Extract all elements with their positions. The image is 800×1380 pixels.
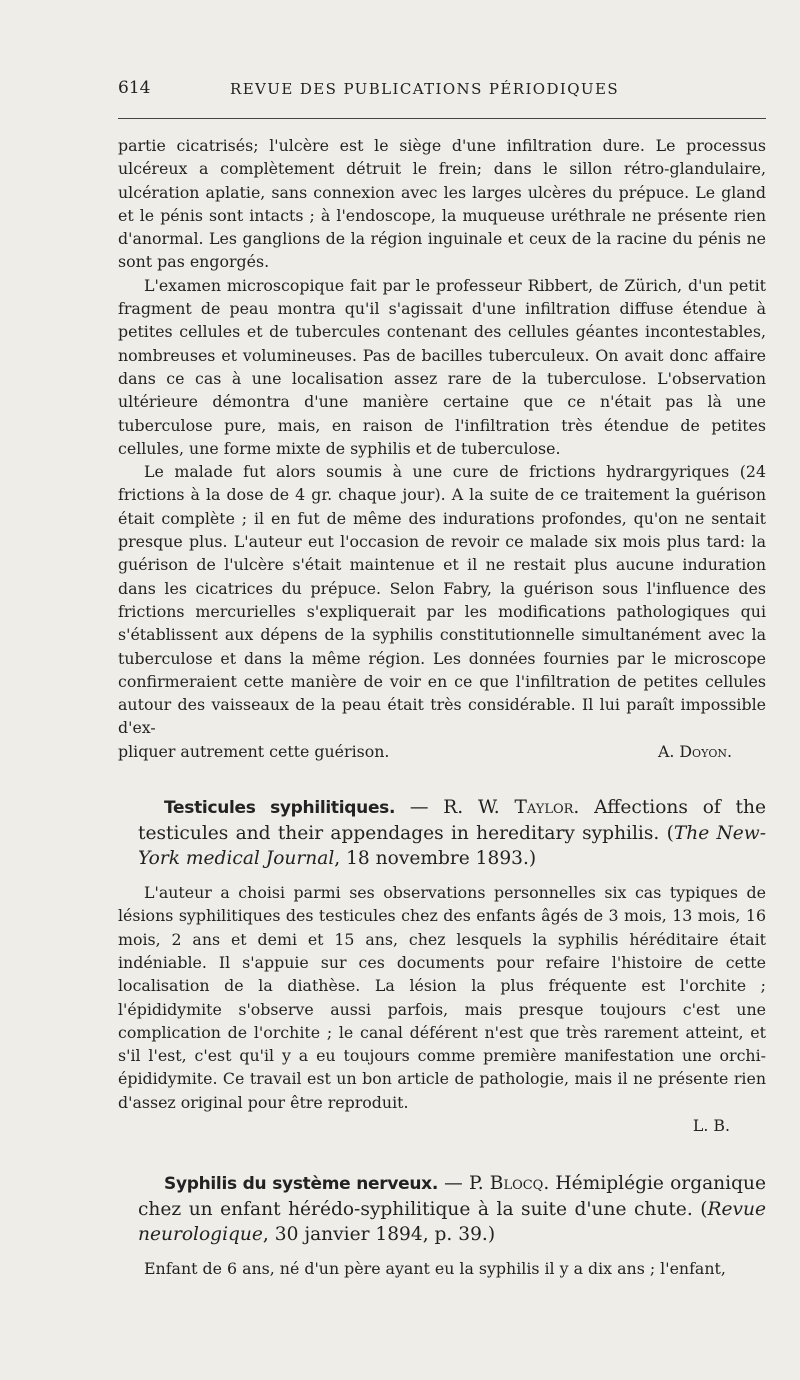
article1-paragraph-2: L'examen microscopique fait par le professeur Ribbert, de Zürich, d'un petit fragment de peau montra qu'il s'agissait d'une infiltration diffuse étendue à petites cellules et de tubercules contenant des cellules géantes incontestables, nombreuses et volumineuses. Pas de bacilles tuberculeux. On avait donc affaire dans ce cas à une localisation assez rare de la tuberculose. L'observation ultérieure démontra d'une manière certaine que ce n'était pas là une tuberculose pure, mais, en raison de l'infiltration très étendue de petites cellules, une forme mixte de syphilis et de tuberculose. [118, 275, 766, 458]
article3-paragraph-1: Enfant de 6 ans, né d'un père ayant eu la syphilis il y a dix ans ; l'enfant, [144, 1259, 726, 1279]
article2-date: , 18 novembre 1893.) [334, 848, 537, 870]
article1-paragraph-3: Le malade fut alors soumis à une cure de frictions hydrargyriques (24 frictions à la dose de 4 gr. chaque jour). A la suite de ce traitement la guérison était complète ; il en fut de même des indurations profondes, qu'on ne sentait presque plus. L'auteur eut l'occasion de revoir ce malade six mois plus tard: la guérison de l'ulcère s'était maintenue et il ne restait plus aucune induration dans les cicatrices du prépuce. Selon Fabry, la guérison sous l'influence des frictions mercurielles s'expliquerait par les modifications pathologiques qui s'établissent aux dépens de la syphilis constitutionnelle simultanément avec la tuberculose et dans la même région. Les données fournies par le microscope confirmeraient cette manière de voir en ce que l'infiltration de petites cellules autour des vaisseaux de la peau était très considérable. Il lui paraît impossible d'ex- [118, 462, 766, 738]
article2-title: Testicules syphilitiques. [164, 798, 396, 819]
article2-journal: The New-York medical Journal [138, 823, 767, 870]
article3-title: Syphilis du système nerveux. [164, 1174, 438, 1195]
body-text [118, 134, 766, 1281]
article3-author: Blocq [489, 1173, 544, 1195]
article2-author-prefix: — R. W. [395, 797, 515, 819]
article3-reference: . Hémiplégie organique chez un enfant hérédo-syphilitique à la suite d'une chute. ( [138, 1173, 766, 1221]
article2-author: Taylor [514, 797, 574, 819]
article3-journal: Revue neurologique [138, 1199, 766, 1246]
article2-signature: L. B. [692, 1115, 730, 1135]
article1-paragraph-3-end: pliquer autrement cette guérison. [118, 741, 390, 761]
running-title: REVUE DES PUBLICATIONS PÉRIODIQUES [230, 80, 619, 98]
header-rule [118, 118, 766, 119]
article2-heading [118, 795, 766, 871]
article3-heading [118, 1171, 766, 1247]
page-number: 614 [118, 78, 151, 98]
article3-date: , 30 janvier 1894, p. 39.) [262, 1224, 496, 1246]
article1-closing-line [118, 740, 766, 763]
page-header [118, 78, 766, 102]
article3-author-prefix: — P. [438, 1173, 490, 1195]
article2-reference: . Affections of the testicules and their appendages in hereditary syphilis. ( [138, 797, 766, 845]
article1-signature: A. Doyon. [657, 741, 732, 761]
article1-paragraph-1: partie cicatrisés; l'ulcère est le siège d'une infiltration dure. Le processus ulcéreux a complètement détruit le frein; dans le sillon rétro-glandulaire, ulcération aplatie, sans connexion avec les larges ulcères du prépuce. Le gland et le pénis sont intacts ; à l'endoscope, la muqueuse uréthrale ne présente rien d'anormal. Les ganglions de la région inguinale et ceux de la racine du pénis ne sont pas engorgés. [118, 136, 766, 272]
article2-paragraph-1: L'auteur a choisi parmi ses observations personnelles six cas typiques de lésions syphilitiques des testicules chez des enfants âgés de 3 mois, 13 mois, 16 mois, 2 ans et demi et 15 ans, chez lesquels la syphilis héréditaire était indéniable. Il s'appuie sur ces documents pour refaire l'histoire de cette localisation de la diathèse. La lésion la plus fréquente est l'orchite ; l'épididymite s'observe aussi parfois, mais presque toujours c'est une complication de l'orchite ; le canal déférent n'est que très rarement atteint, et s'il l'est, c'est qu'il y a eu toujours comme première manifestation une orchi-épididymite. Ce travail est un bon article de pathologie, mais il ne présente rien d'assez original pour être reproduit. [118, 883, 766, 1112]
